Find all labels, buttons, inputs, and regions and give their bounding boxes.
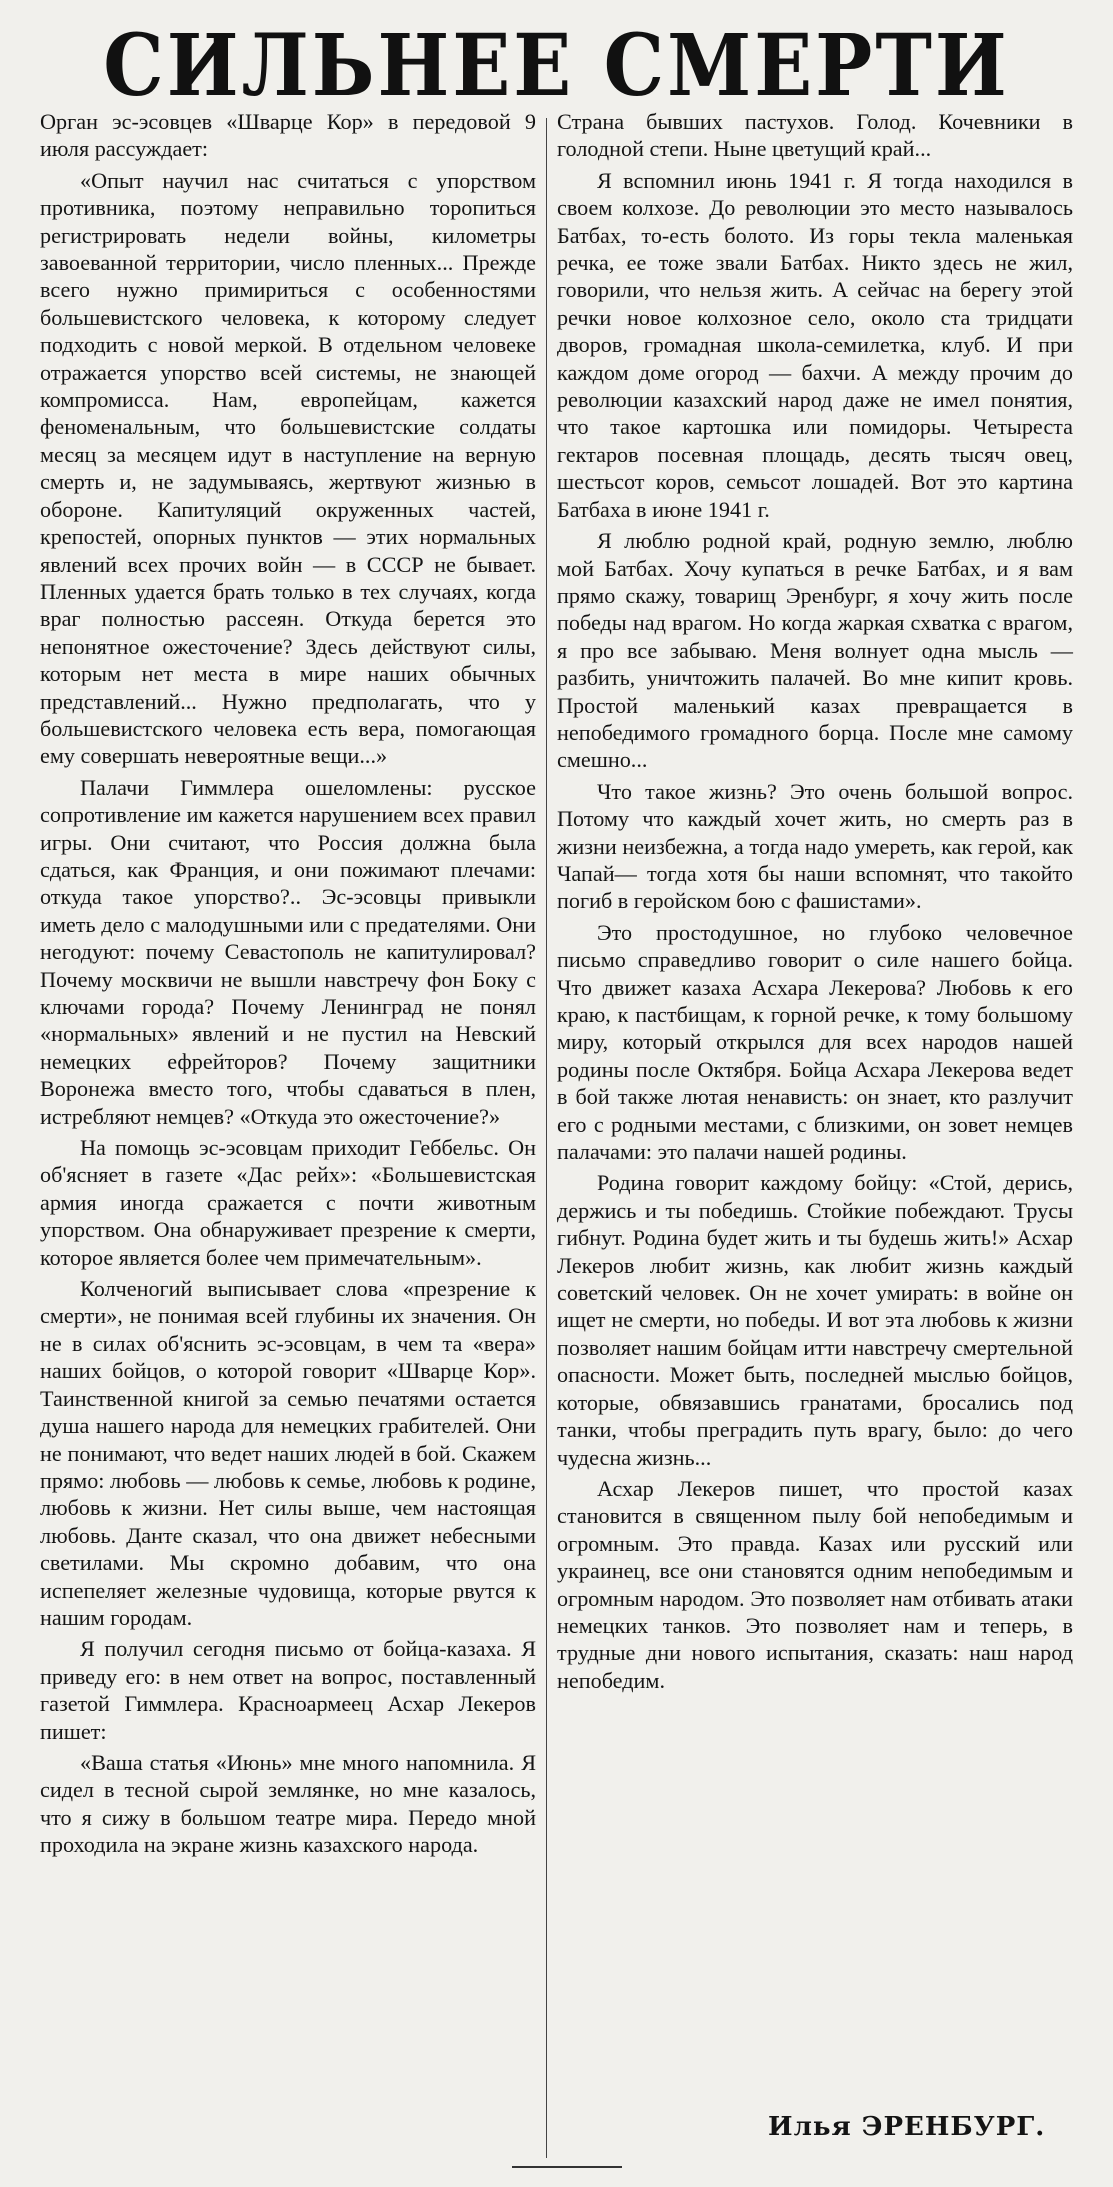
paragraph: «Опыт научил нас считаться с упорством противника, поэтому неправильно торопиться регистрировать недели войны, километры завоеванной территории, число пленных... Прежде всего нужно примириться с особенностями большевистского человека, к которому следует подходить с новой меркой. В отдельном человеке отражается упорство всей системы, не знающей компромисса. Нам, европейцам, кажется феноменальным, что большевистские солдаты месяц за месяцем идут в наступление на верную смерть и, не задумываясь, жертвуют жизнью в обороне. Капитуляций окруженных частей, крепостей, опорных пунктов — этих нормальных явлений всех прочих войн — в СССР не бывает. Пленных удается брать только в тех случаях, когда враг полностью рассеян. Откуда берется это непонятное ожесточение? Здесь действуют силы, которым нет места в мире наших обычных представлений... Нужно предполагать, что у большевистского человека есть вера, помогающая ему совершать невероятные вещи...»	[40, 167, 536, 769]
paragraph: На помощь эс-эсовцам приходит Геббельс. Он об'ясняет в газете «Дас рейх»: «Большевистская армия иногда сражается с почти животным упорством. Она обнаруживает презрение к смерти, которое является более чем примечательным».	[40, 1135, 536, 1270]
paragraph: Асхар Лекеров пишет, что простой казах становится в священном пылу бой непобедимым и огромным. Это правда. Казах или русский или украинец, все они становятся одним непобедимым и огромным народом. Это позволяет нам отбивать атаки немецких танков. Это позволяет нам и теперь, в трудные дни нового испытания, сказать: наш народ непобедим.	[557, 1475, 1073, 1693]
right-column	[557, 108, 1073, 1698]
paragraph: Страна бывших пастухов. Голод. Кочевники в голодной степи. Ныне цветущий край...	[557, 109, 1073, 162]
paragraph: Я вспомнил июнь 1941 г. Я тогда находился в своем колхозе. До революции это место называлось Батбах, то-есть болото. Из горы текла маленькая речка, ее тоже звали Батбах. Никто здесь не жил, говорили, что нельзя жить. А сейчас на берегу этой речки новое колхозное село, около ста тридцати дворов, громадная школа-семилетка, клуб. И при каждом доме огород — бахчи. А между прочим до революции казахский народ даже не имел понятия, что такое картошка или помидоры. Четыреста гектаров посевная площадь, десять тысяч овец, шестьсот коров, семьсот лошадей. Вот это картина Батбаха в июне 1941 г.	[557, 167, 1073, 522]
paragraph: Это простодушное, но глубоко человечное письмо справедливо говорит о силе нашего бойца. Что движет казаха Асхара Лекерова? Любовь к его краю, к пастбищам, к горной речке, к тому большому миру, который открылся для всех народов нашей родины после Октября. Бойца Асхара Лекерова ведет в бой также лютая ненависть: он знает, кто разлучит его с родными местами, с близкими, он зовет немцев палачами: это палачи нашей родины.	[557, 919, 1073, 1165]
paragraph: Орган эс-эсовцев «Шварце Кор» в передовой 9 июля рассуждает:	[40, 109, 536, 162]
left-column	[40, 108, 536, 1863]
paragraph: Я получил сегодня письмо от бойца-казаха. Я приведу его: в нем ответ на вопрос, поставленный газетой Гиммлера. Красноармеец Асхар Лекеров пишет:	[40, 1636, 536, 1744]
column-divider	[546, 118, 547, 2158]
paragraph: Колченогий выписывает слова «презрение к смерти», не понимая всей глубины их значения. Он не в силах об'яснить эс-эсовцам, в чем та «вера» наших бойцов, о которой говорит «Шварце Кор». Таинственной книгой за семью печатями остается душа нашего народа для немецких грабителей. Они не понимают, что ведет наших людей в бой. Скажем прямо: любовь — любовь к семье, любовь к родине, любовь к жизни. Нет силы выше, чем настоящая любовь. Данте сказал, что она движет небесными светилами. Мы скромно добавим, что она испепеляет железные чудовища, которые рвутся к нашим городам.	[40, 1276, 536, 1630]
author-signature: Илья ЭРЕНБУРГ.	[768, 2112, 1046, 2142]
paragraph: Родина говорит каждому бойцу: «Стой, дерись, держись и ты победишь. Стойкие побеждают. Трусы гибнут. Родина будет жить и ты будешь жить!» Асхар Лекеров любит жизнь, как любит жизнь каждый советский человек. Он не хочет умирать: в войне он ищет не смерти, но победы. И вот эта любовь к жизни позволяет нашим бойцам итти навстречу смертельной опасности. Может быть, последней мыслью бойцов, которые, обвязавшись гранатами, бросались под танки, чтобы преградить путь врагу, было: до чего чудесна жизнь...	[557, 1170, 1073, 1470]
paragraph: Я люблю родной край, родную землю, люблю мой Батбах. Хочу купаться в речке Батбах, и я вам прямо скажу, товарищ Эренбург, я хочу жить после победы над врагом. Но когда жаркая схватка с врагом, я про все забываю. Меня волнует одна мысль — разбить, уничтожить палачей. Во мне кипит кровь. Простой маленький казах превращается в непобедимого громадного борца. После мне самому смешно...	[557, 528, 1073, 773]
bottom-rule	[512, 2166, 622, 2168]
article-headline: СИЛЬНЕЕ СМЕРТИ	[103, 15, 1010, 116]
paragraph: Что такое жизнь? Это очень большой вопрос. Потому что каждый хочет жить, но смерть раз в жизни неизбежна, а тогда надо умереть, как герой, как Чапай— тогда хотя бы наши вспомнят, что такойто погиб в геройском бою с фашистами».	[557, 778, 1073, 914]
paragraph: Палачи Гиммлера ошеломлены: русское сопротивление им кажется нарушением всех правил игры. Они считают, что Россия должна была сдаться, как Франция, и они пожимают плечами: откуда такое упорство?.. Эс-эсовцы привыкли иметь дело с малодушными или с предателями. Они негодуют: почему Севастополь не капитулировал? Почему москвичи не вышли навстречу фон Боку с ключами города? Почему Ленинград не понял «нормальных» явлений и не пустил на Невский немецких ефрейторов? Почему защитники Воронежа вместо того, чтобы сдаваться в плен, истребляют немцев? «Откуда это ожесточение?»	[40, 774, 536, 1129]
paragraph: «Ваша статья «Июнь» мне много напомнила. Я сидел в тесной сырой землянке, но мне казалось, что я сижу в большом театре мира. Передо мной проходила на экране жизнь казахского народа.	[40, 1749, 536, 1858]
